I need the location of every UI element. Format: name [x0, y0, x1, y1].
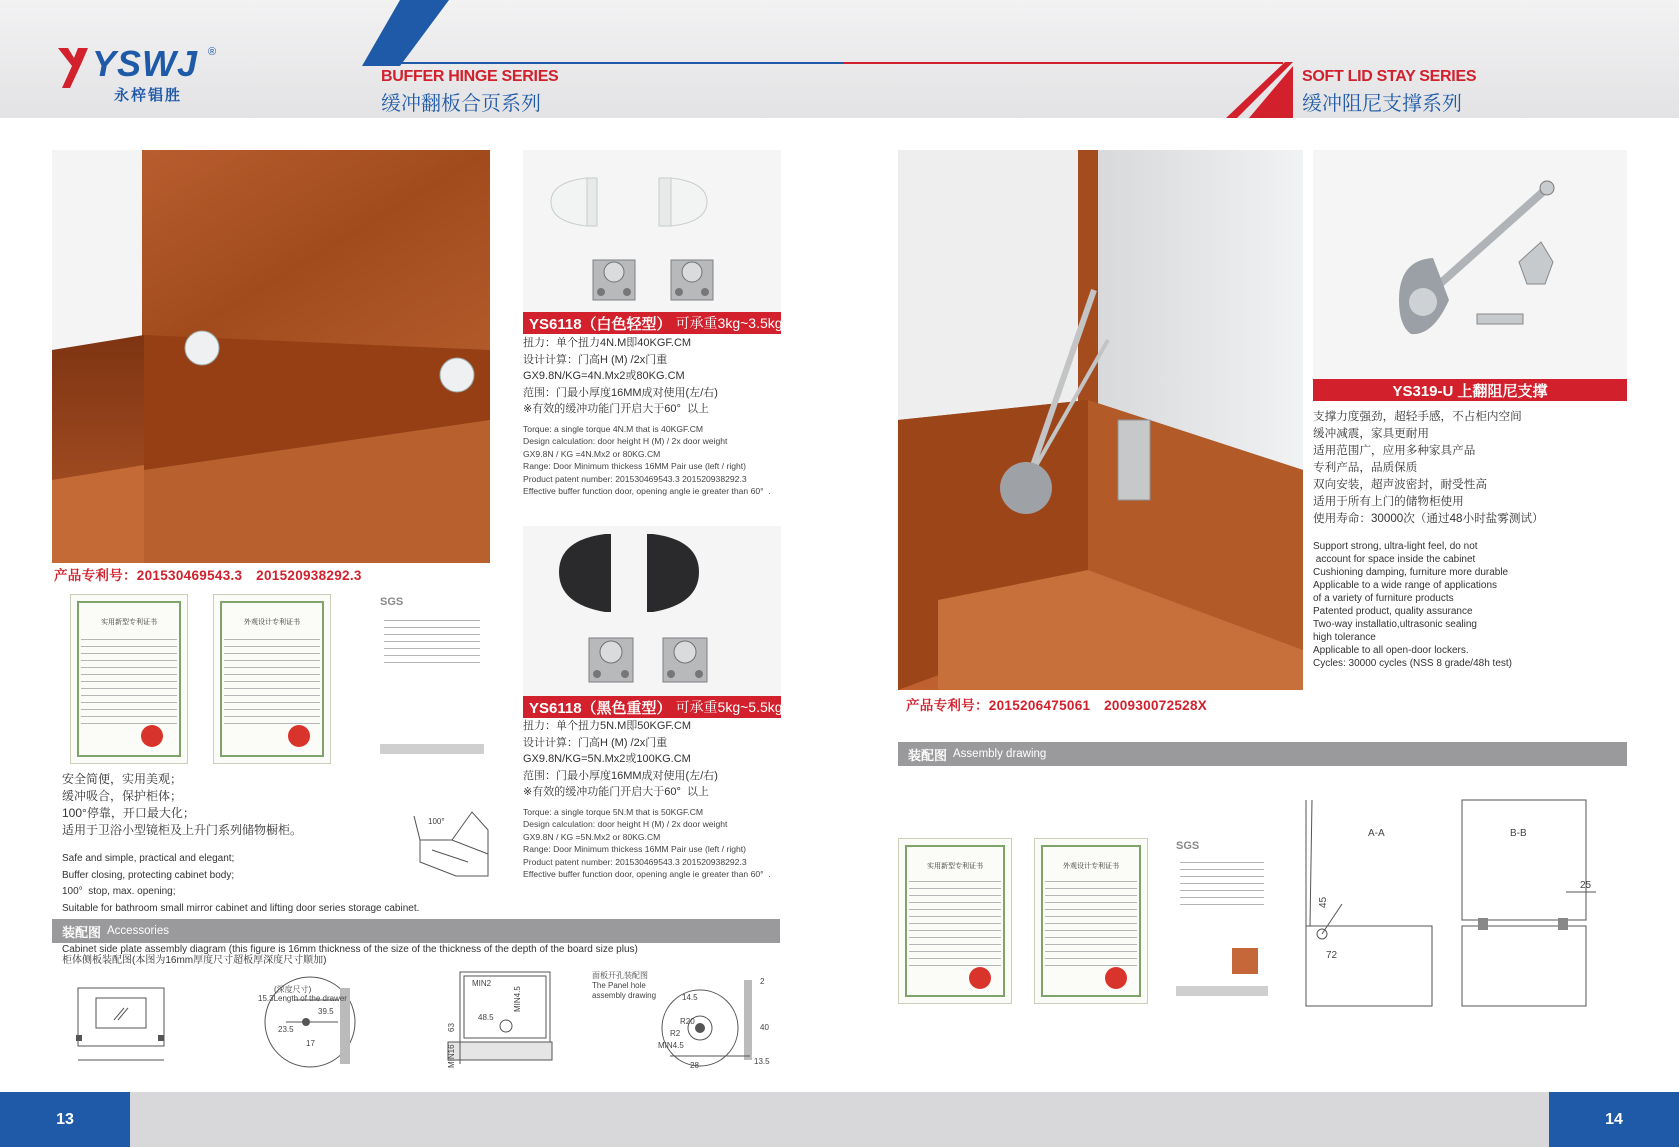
accessories-drawings — [60, 970, 790, 1070]
assembly-drawing-bar: 装配图 Assembly drawing — [898, 742, 1627, 766]
patent-certificate-2: 外观设计专利证书 — [213, 594, 331, 764]
dim-17: 17 — [306, 1039, 315, 1048]
hinge-white-photo — [523, 150, 781, 313]
dim-2: 2 — [760, 977, 765, 986]
brand-cn-name: 永梓锠胜 — [114, 87, 183, 104]
product-white-spec-cn: 扭力：单个扭力4N.M即40KGF.CM 设计计算：门高H (M) /2x门重 GX9.8N/KG=4N.Mx2或80KG.CM 范围：门最小厚度16MM成对使用(左/右) ※有效的缓冲功能门开启大于60° 以上 — [523, 337, 718, 415]
lid-stay-cabinet-photo — [898, 150, 1303, 690]
accessories-bar: 装配图 Accessories — [52, 919, 780, 943]
section-bb: B-B — [1510, 828, 1527, 839]
patent-certificate-4: 外观设计专利证书 — [1034, 838, 1148, 1004]
product-caption-black: YS6118（黑色重型） 可承重5kg~5.5kg — [523, 696, 781, 718]
dim-min4-5b: MIN4.5 — [658, 1041, 684, 1050]
left-series-title-cn: 缓冲翻板合页系列 — [381, 93, 541, 115]
dim-25: 25 — [1580, 880, 1592, 891]
dim-depth-cn: (深度尺寸) — [274, 985, 312, 994]
right-patent-number: 产品专利号：2015206475061 200930072528X — [906, 698, 1208, 713]
lid-stay-assembly-drawing — [1300, 796, 1600, 1016]
product-white-spec-en: Torque: a single torque 4N.M that is 40KGF.CM Design calculation: door height H (M) / 2x door weight GX9.8N / KG =4N.Mx2 or 80KG.CM Range: Door Minimum thickess 16MM Pair use (left / right) Product patent number: 201530469543.3 201520938292.3 Effective buffer function door, opening angle ie greater than 60° . — [523, 424, 771, 497]
assembly-note-en: Cabinet side plate assembly diagram (this figure is 16mm thickness of the size of the thickness of the depth of the board size plus) — [62, 944, 638, 955]
left-series-title-en: BUFFER HINGE SERIES — [381, 68, 559, 85]
dim-23-5: 23.5 — [278, 1025, 294, 1034]
right-series-title-cn: 缓冲阻尼支撑系列 — [1302, 93, 1462, 115]
dim-72: 72 — [1326, 950, 1338, 961]
dim-r20: R20 — [680, 1017, 695, 1026]
footer-band — [0, 1092, 1679, 1147]
panel-hole-en-2: assembly drawing — [592, 991, 657, 1000]
dim-13-5: 13.5 — [754, 1057, 770, 1066]
panel-hole-en-1: The Panel hole — [592, 981, 646, 990]
brand-name: YSWJ — [92, 43, 199, 84]
lid-stay-product-title: YS319-U 上翻阻尼支撑 — [1313, 379, 1627, 401]
dim-min4-5: MIN4.5 — [513, 986, 522, 1012]
dim-min16: MIN16 — [447, 1044, 456, 1068]
lid-stay-features-en: Support strong, ultra-light feel, do not account for space inside the cabinet Cushioning damping, furniture more durable Applicable to a wide range of applications of a variety of furniture products Patented product, quality assurance Two-way installatio,ultrasonic sealing high tolerance Applicable to all open-door lockers. Cycles: 30000 cycles (NSS 8 grade/48h test) — [1313, 541, 1512, 669]
product-caption-white: YS6118（白色轻型） 可承重3kg~3.5kg — [523, 312, 781, 334]
dim-63: 63 — [447, 1023, 456, 1032]
left-patent-number: 产品专利号：201530469543.3 201520938292.3 — [54, 568, 362, 583]
section-aa: A-A — [1368, 828, 1385, 839]
lid-stay-features-cn: 支撑力度强劲，超轻手感，不占柜内空间 缓冲减震，家具更耐用 适用范围广，应用多种家具产品 专利产品，品质保质 双向安装，超声波密封，耐受性高 适用于所有上门的储物柜使用 使用寿命：30000次（通过48小时盐雾测试） — [1313, 410, 1544, 525]
right-series-title-en: SOFT LID STAY SERIES — [1302, 68, 1477, 85]
dim-min2: MIN2 — [472, 979, 492, 988]
product-black-spec-en: Torque: a single torque 5N.M that is 50KGF.CM Design calculation: door height H (M) / 2x door weight GX9.8N / KG =5N.Mx2 or 80KG.CM Range: Door Minimum thickess 16MM Pair use (left / right) Product patent number: 201530469543.3 201520938292.3 Effective buffer function door, opening angle ie greater than 60° . — [523, 807, 771, 880]
page-number-right: 14 — [1549, 1092, 1679, 1147]
angle-label: 100° — [428, 817, 445, 826]
dim-45: 45 — [1318, 896, 1329, 908]
cabinet-photo — [52, 150, 490, 563]
sgs-report-2: SGS — [1170, 838, 1274, 1004]
header-line-red — [843, 62, 1283, 64]
lid-stay-product-photo — [1313, 150, 1627, 380]
dim-depth-en: 15.3Length of the drawer — [258, 994, 347, 1003]
panel-hole-cn: 面板开孔装配图 — [592, 971, 648, 980]
patent-certificate-1: 实用新型专利证书 — [70, 594, 188, 764]
left-features-en: Safe and simple, practical and elegant; Buffer closing, protecting cabinet body; 100° stop, max. opening; Suitable for bathroom small mirror cabinet and lifting door series storage cabinet. — [62, 853, 420, 914]
opening-angle-sketch — [412, 810, 492, 882]
page-number-left: 13 — [0, 1092, 130, 1147]
hinge-black-photo — [523, 526, 781, 696]
product-black-spec-cn: 扭力：单个扭力5N.M即50KGF.CM 设计计算：门高H (M) /2x门重 GX9.8N/KG=5N.Mx2或100KG.CM 范围：门最小厚度16MM成对使用(左/右) ※有效的缓冲功能门开启大于60° 以上 — [523, 720, 718, 798]
dim-39-5: 39.5 — [318, 1007, 334, 1016]
left-features-cn: 安全简便，实用美观； 缓冲吸合，保护柜体； 100°停靠，开口最大化； 适用于卫浴小型镜柜及上升门系列储物橱柜。 — [62, 772, 303, 837]
dim-48-5: 48.5 — [478, 1013, 494, 1022]
assembly-note-cn: 柜体侧板装配图(本图为16mm厚度尺寸超板厚深度尺寸顺加) — [62, 955, 327, 966]
dim-28: 28 — [690, 1061, 699, 1070]
registered-mark: ® — [208, 46, 217, 58]
dim-40: 40 — [760, 1023, 769, 1032]
sgs-report: SGS — [374, 594, 490, 764]
header-line-blue — [383, 62, 843, 64]
patent-certificate-3: 实用新型专利证书 — [898, 838, 1012, 1004]
dim-r2: R2 — [670, 1029, 681, 1038]
logo-mark-icon — [52, 44, 92, 92]
dim-14-5: 14.5 — [682, 993, 698, 1002]
